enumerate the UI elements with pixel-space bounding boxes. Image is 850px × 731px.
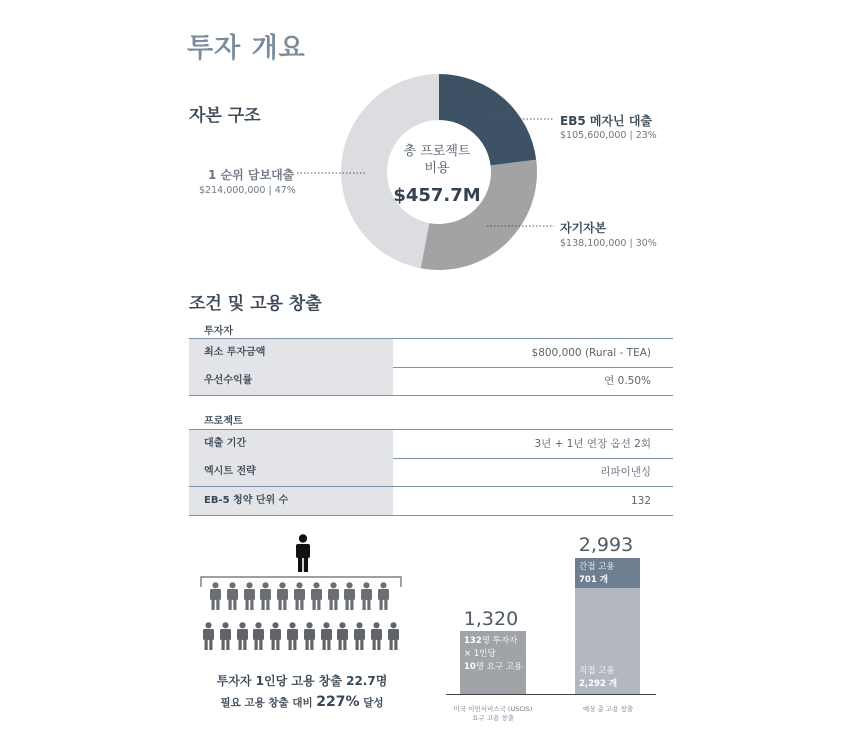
capital-section-title: 자본 구조 <box>189 106 261 126</box>
jobs-achievement <box>202 694 402 710</box>
table-row <box>189 458 673 487</box>
employee-person-icon <box>303 622 316 654</box>
row-value: 3년 + 1년 연장 옵션 2회 <box>534 438 651 450</box>
expected-jobs-total: 2,993 <box>578 534 634 556</box>
row-key: EB-5 청약 단위 수 <box>189 487 393 515</box>
center-total: $457.7M <box>393 185 481 206</box>
employee-person-icon <box>202 622 215 654</box>
achieve-prefix: 필요 고용 창출 대비 <box>220 697 317 709</box>
row-key: 우선수익률 <box>189 367 393 395</box>
employee-person-icon <box>209 582 222 614</box>
row-value: 132 <box>630 495 651 507</box>
required-jobs-bar <box>460 631 526 694</box>
senior-loan-segment-value: $214,000,000 | 47% <box>199 185 296 196</box>
employee-person-icon <box>269 622 282 654</box>
row-key: 대출 기간 <box>189 430 393 458</box>
employee-person-icon <box>252 622 265 654</box>
eb5-segment-label: EB5 메자닌 대출 <box>560 114 653 128</box>
center-line1: 총 프로젝트 <box>403 144 471 159</box>
employee-person-icon <box>259 582 272 614</box>
employee-person-icon <box>276 582 289 614</box>
terms-section-title: 조건 및 고용 창출 <box>189 294 322 314</box>
bar-baseline <box>446 694 656 695</box>
investor-group-label: 투자자 <box>204 326 233 337</box>
investor-person-icon <box>294 534 312 576</box>
employee-person-icon <box>360 582 373 614</box>
employee-person-icon <box>377 582 390 614</box>
employee-person-icon <box>226 582 239 614</box>
employees-crowd-icon <box>205 582 400 662</box>
table-row <box>189 367 673 396</box>
employee-person-icon <box>370 622 383 654</box>
employee-person-icon <box>236 622 249 654</box>
achieve-suffix: 달성 <box>359 697 384 709</box>
employee-person-icon <box>336 622 349 654</box>
row-value: 연 0.50% <box>604 375 651 387</box>
indirect-jobs-label: 간접 고용 701 개 <box>579 562 615 585</box>
table-row <box>189 429 673 459</box>
senior-loan-segment-label: 1 순위 담보대출 <box>208 168 295 182</box>
eb5-segment-value: $105,600,000 | 23% <box>560 130 657 141</box>
jobs-per-investor: 투자자 1인당 고용 창출 22.7명 <box>216 674 388 688</box>
row-key: 최소 투자금액 <box>189 339 393 367</box>
employee-person-icon <box>320 622 333 654</box>
row-value: 리파이낸싱 <box>600 466 651 478</box>
employee-person-icon <box>219 622 232 654</box>
employee-person-icon <box>293 582 306 614</box>
employee-person-icon <box>327 582 340 614</box>
required-jobs-total: 1,320 <box>463 608 519 630</box>
equity-segment-label: 자기자본 <box>560 221 607 235</box>
employee-person-icon <box>387 622 400 654</box>
expected-jobs-caption: 예상 총 고용 창출 <box>582 705 634 713</box>
employee-person-icon <box>286 622 299 654</box>
achieve-percent: 227% <box>316 694 360 710</box>
required-jobs-caption: 미국 이민서비스국 (USCIS) 요구 고용 창출 <box>453 705 533 722</box>
table-row <box>189 338 673 368</box>
direct-jobs-bar <box>575 588 640 694</box>
center-line2: 비용 <box>424 161 450 176</box>
row-key: 엑시트 전략 <box>189 458 393 486</box>
employee-person-icon <box>353 622 366 654</box>
row-value: $800,000 (Rural - TEA) <box>531 347 651 359</box>
employee-person-icon <box>243 582 256 614</box>
page-title: 투자 개요 <box>187 33 306 64</box>
indirect-jobs-bar <box>575 558 640 588</box>
equity-segment-value: $138,100,000 | 30% <box>560 238 657 249</box>
employee-person-icon <box>310 582 323 614</box>
employee-person-icon <box>343 582 356 614</box>
direct-jobs-label: 직접 고용 2,292 개 <box>579 666 618 689</box>
table-row <box>189 487 673 516</box>
project-group-label: 프로젝트 <box>204 416 243 427</box>
required-jobs-breakdown: 132명 투자자 × 1인당 10명 요구 고용 <box>464 636 523 672</box>
